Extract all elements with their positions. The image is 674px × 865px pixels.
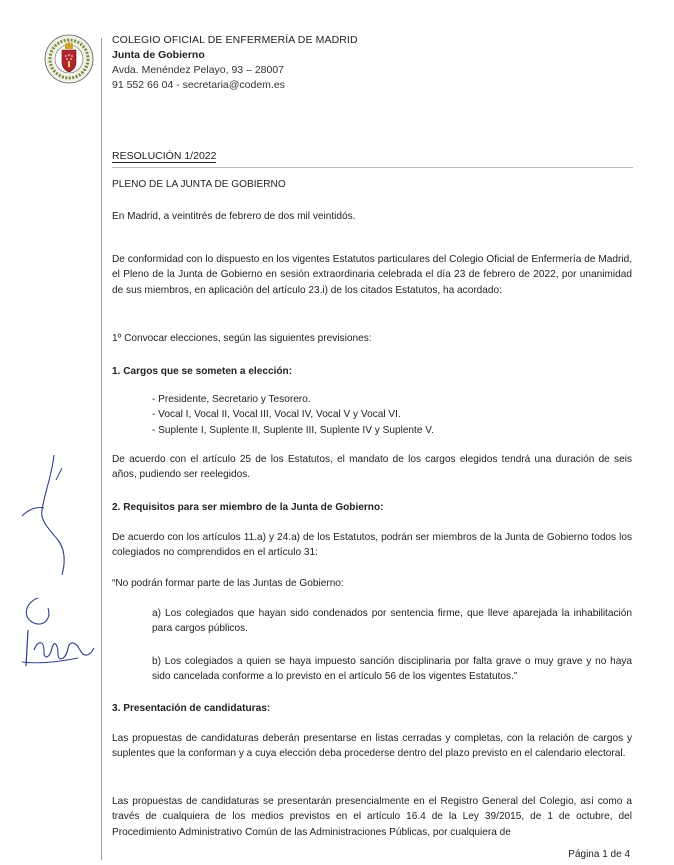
place-date: En Madrid, a veintitrés de febrero de dos mil veintidós. [112, 211, 356, 222]
list-item: - Presidente, Secretario y Tesorero. [152, 394, 311, 405]
signature-mark-2 [8, 590, 98, 670]
section-2-text: De acuerdo con los artículos 11.a) y 24.a) de los Estatutos, podrán ser miembros de la Junta de Gobierno todos los colegiados no comprendidos en el artículo 31: [112, 532, 632, 559]
intro-paragraph: De conformidad con lo dispuesto en los vigentes Estatutos particulares del Colegio Oficial de Enfermería de Madrid, el Pleno de la Junta de Gobierno en sesión extraordinaria celebrada el día 23 de febrero de 2022, por unanimidad de sus miembros, en aplicación del artículo 23.i) de los citados Estatutos, ha acordado: [112, 254, 632, 296]
section-2-item-b: b) Los colegiados a quien se haya impuesto sanción disciplinaria por falta grave o muy grave y no haya sido cancelada conforme a lo previsto en el artículo 56 de los vigentes Estatutos.” [152, 656, 632, 683]
page-number: Página 1 de 4 [568, 849, 630, 860]
governing-body: Junta de Gobierno [112, 49, 205, 61]
section-2-item-a: a) Los colegiados que hayan sido condenados por sentencia firme, que lleve aparejada la inhabilitación para cargos públicos. [152, 608, 632, 635]
list-item: - Vocal I, Vocal II, Vocal III, Vocal IV, Vocal V y Vocal VI. [152, 409, 401, 421]
college-seal-icon [44, 34, 94, 84]
pleno-line: PLENO DE LA JUNTA DE GOBIERNO [112, 179, 286, 190]
list-item: - Suplente I, Suplente II, Suplente III, Suplente IV y Suplente V. [152, 424, 434, 436]
margin-rule [101, 38, 102, 860]
section-3-paragraph-2: Las propuestas de candidaturas se presentarán presencialmente en el Registro General del Colegio, así como a través de cualquiera de los medios previstos en el artículo 16.4 de la Ley 39/2015, de 1 de octubre, del Procedimiento Administrativo Común de las Administraciones Públicas, por cualquiera de [112, 796, 632, 838]
header-divider [112, 167, 633, 168]
resolution-title: RESOLUCIÓN 1/2022 [112, 150, 217, 162]
section-3-paragraph-1: Las propuestas de candidaturas deberán presentarse en listas cerradas y completas, con la relación de cargos y suplentes que la conforman y a cuya elección deba procederse dentro del plazo previsto en el calendario electoral. [112, 733, 632, 760]
section-3-title: 3. Presentación de candidaturas: [112, 703, 271, 714]
section-2-title: 2. Requisitos para ser miembro de la Junta de Gobierno: [112, 502, 384, 513]
address: Avda. Menéndez Pelayo, 93 – 28007 [112, 64, 285, 76]
org-name: COLEGIO OFICIAL DE ENFERMERÍA DE MADRID [112, 34, 358, 46]
signature-mark-1 [14, 450, 84, 580]
section-2-quote: “No podrán formar parte de las Juntas de Gobierno: [112, 578, 344, 589]
letterhead [112, 33, 358, 93]
section-1-list [112, 392, 632, 438]
contact: 91 552 66 04 - secretaria@codem.es [112, 79, 285, 91]
section-1-title: 1. Cargos que se someten a elección: [112, 366, 293, 377]
section-1-text: De acuerdo con el artículo 25 de los Estatutos, el mandato de los cargos elegidos tendrá una duración de seis años, pudiendo ser reelegidos. [112, 454, 632, 481]
convocar-line: 1º Convocar elecciones, según las siguientes previsiones: [112, 333, 372, 344]
